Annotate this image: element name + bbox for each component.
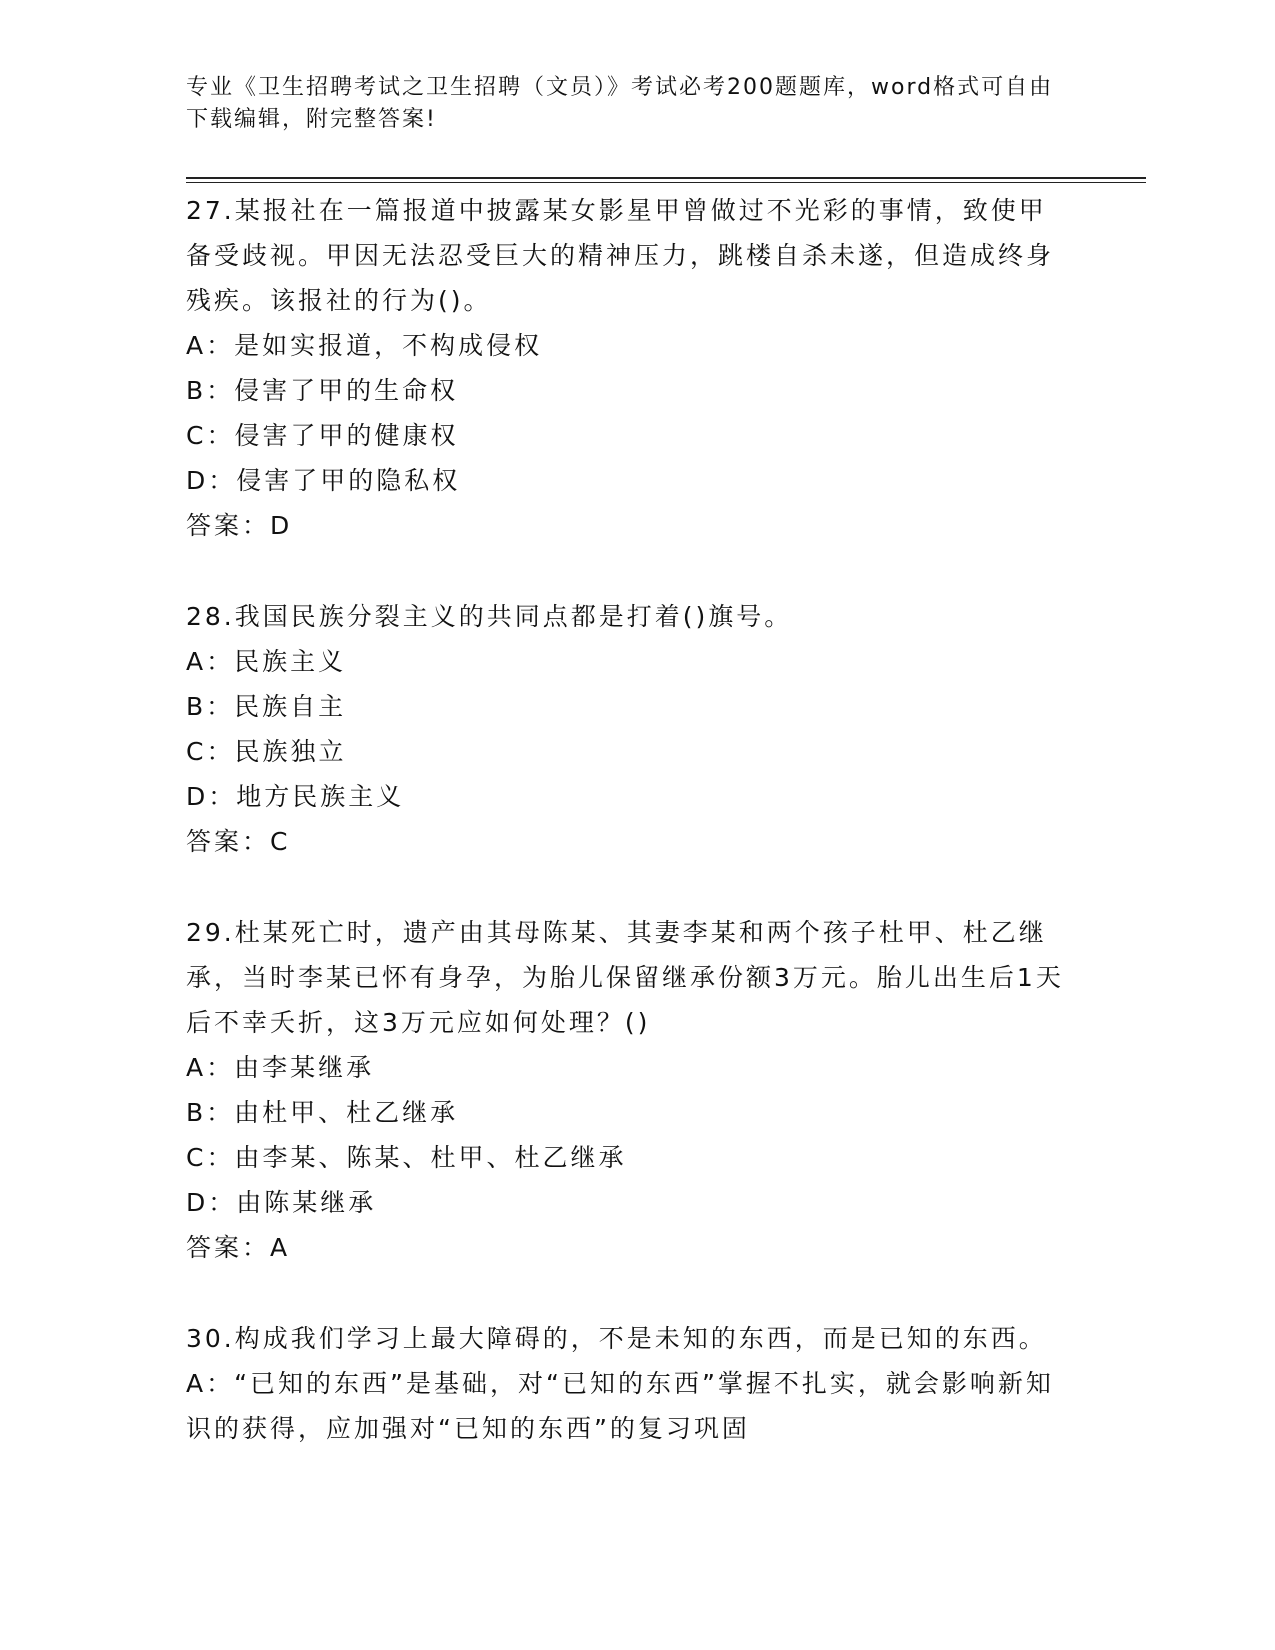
question-27 xyxy=(186,188,1066,548)
option-c: C：侵害了甲的健康权 xyxy=(186,421,459,450)
question-stem: 28.我国民族分裂主义的共同点都是打着()旗号。 xyxy=(186,602,793,631)
option-d: D：侵害了甲的隐私权 xyxy=(186,466,461,495)
option-a: A：由李某继承 xyxy=(186,1053,375,1082)
option-c: C：民族独立 xyxy=(186,737,347,766)
header-divider-thick xyxy=(186,177,1146,179)
option-d: D：由陈某继承 xyxy=(186,1188,377,1217)
option-c: C：由李某、陈某、杜甲、杜乙继承 xyxy=(186,1143,627,1172)
option-d: D：地方民族主义 xyxy=(186,782,405,811)
question-30 xyxy=(186,1316,1066,1451)
option-a: A：民族主义 xyxy=(186,647,347,676)
question-29 xyxy=(186,910,1066,1270)
question-stem: 27.某报社在一篇报道中披露某女影星甲曾做过不光彩的事情，致使甲备受歧视。甲因无法忍受巨大的精神压力，跳楼自杀未遂，但造成终身残疾。该报社的行为()。 xyxy=(186,196,1055,315)
document-header: 专业《卫生招聘考试之卫生招聘（文员）》考试必考200题题库，word格式可自由下载编辑，附完整答案! xyxy=(186,75,1054,132)
question-spacer xyxy=(186,548,1066,594)
option-b: B：民族自主 xyxy=(186,692,347,721)
option-b: B：由杜甲、杜乙继承 xyxy=(186,1098,459,1127)
answer: 答案：C xyxy=(186,827,291,856)
option-b: B：侵害了甲的生命权 xyxy=(186,376,459,405)
question-spacer xyxy=(186,1270,1066,1316)
question-spacer xyxy=(186,864,1066,910)
answer: 答案：D xyxy=(186,511,293,540)
option-a: A：是如实报道，不构成侵权 xyxy=(186,331,543,360)
question-stem: 29.杜某死亡时，遗产由其母陈某、其妻李某和两个孩子杜甲、杜乙继承，当时李某已怀有身孕，为胎儿保留继承份额3万元。胎儿出生后1天后不幸夭折，这3万元应如何处理？() xyxy=(186,918,1064,1037)
question-list xyxy=(186,188,1066,1451)
answer: 答案：A xyxy=(186,1233,291,1262)
option-a: A：“已知的东西”是基础，对“已知的东西”掌握不扎实，就会影响新知识的获得，应加强对“已知的东西”的复习巩固 xyxy=(186,1369,1054,1443)
question-28 xyxy=(186,594,1066,864)
header-divider-thin xyxy=(186,182,1146,183)
question-stem: 30.构成我们学习上最大障碍的，不是未知的东西，而是已知的东西。 xyxy=(186,1324,1047,1353)
